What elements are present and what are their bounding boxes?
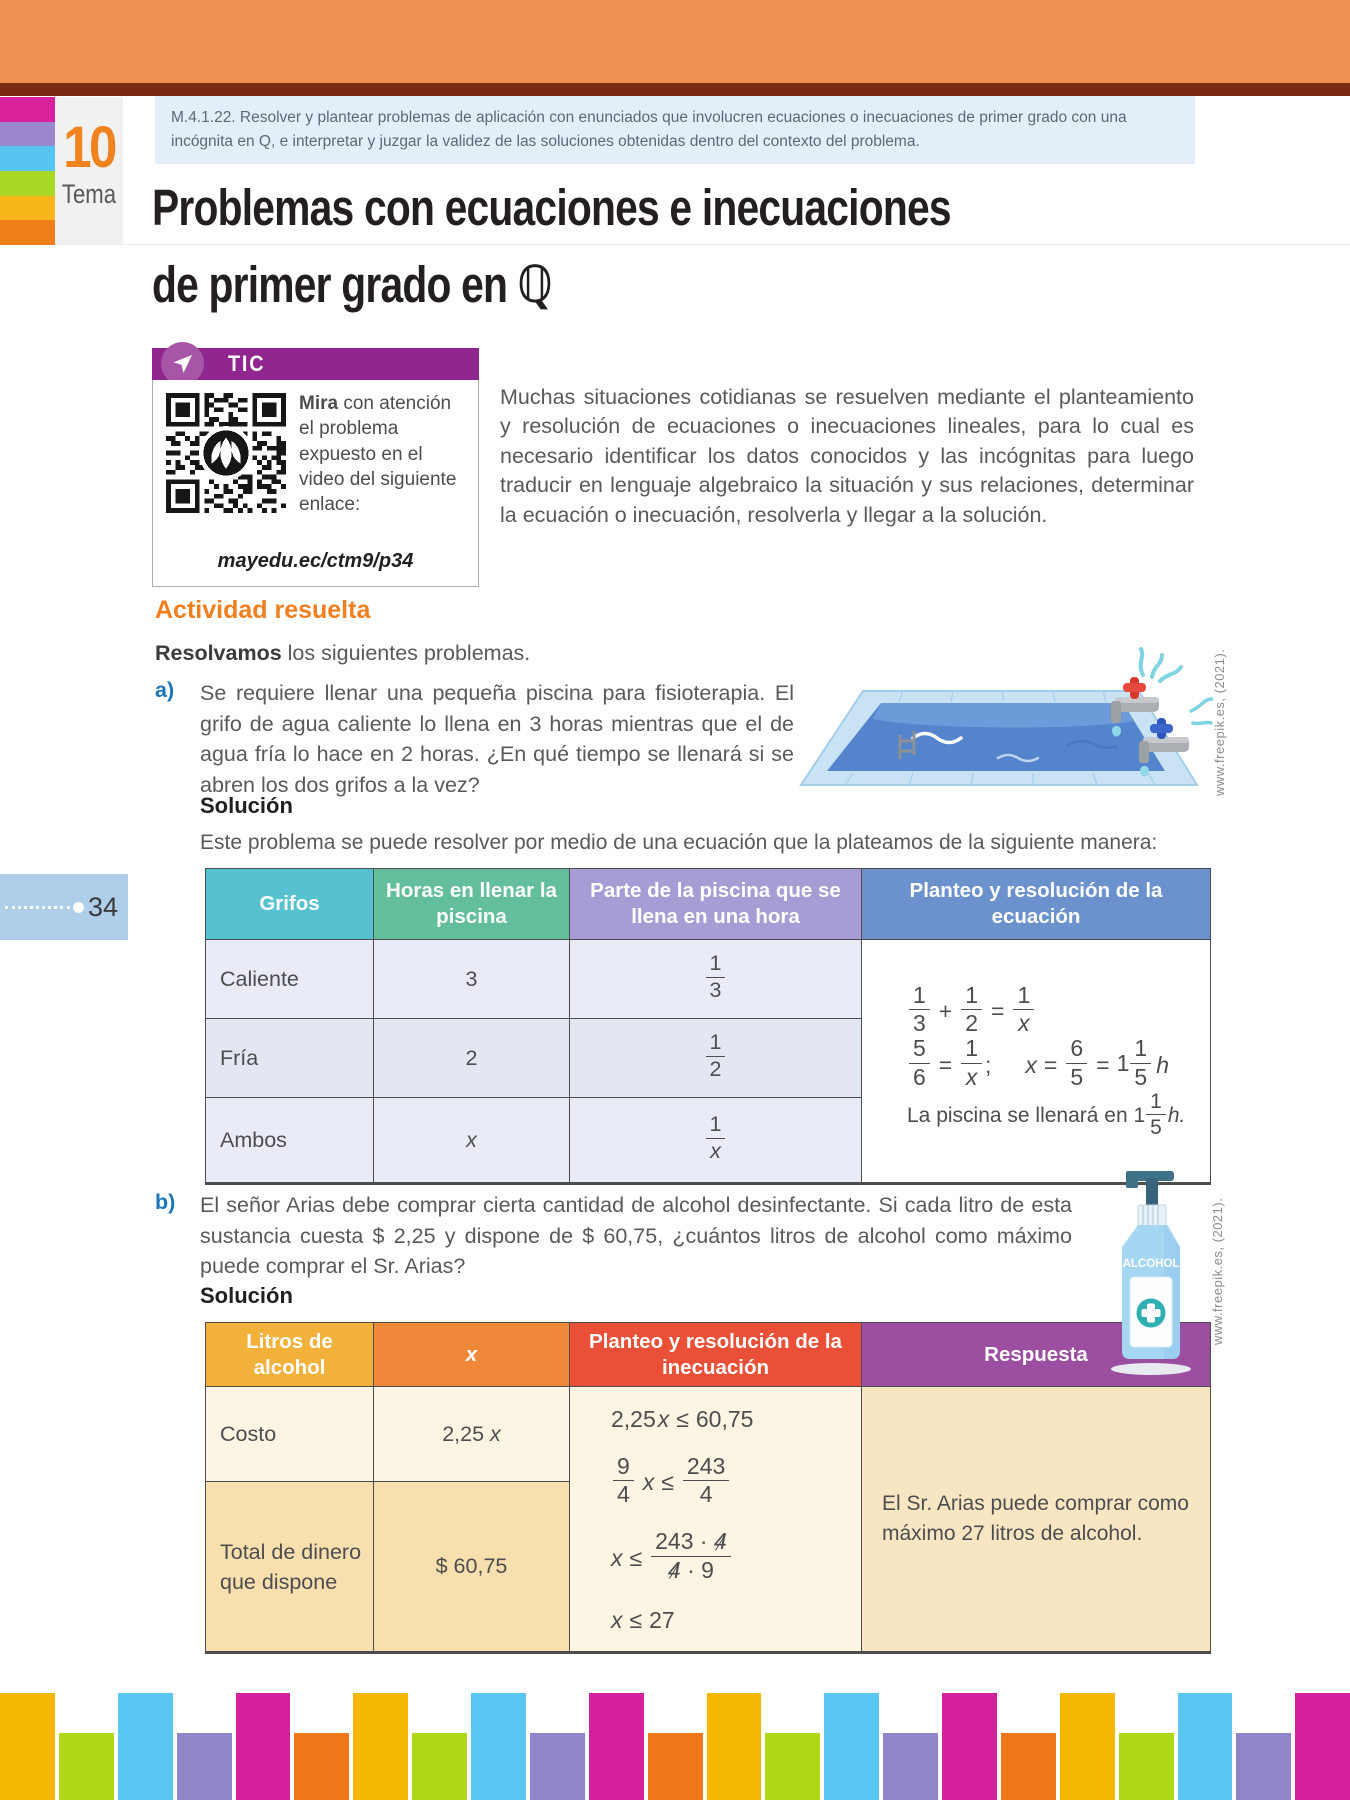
footer-stripe [294, 1733, 349, 1800]
footer-stripe [883, 1733, 938, 1800]
page-title [152, 170, 1152, 323]
footer-stripe [1295, 1693, 1350, 1800]
footer-stripe [942, 1693, 997, 1800]
activity-heading: Actividad resuelta [155, 596, 371, 624]
tic-body [152, 380, 479, 587]
cell-concepto: Total de dinero que dispone [206, 1482, 374, 1653]
unit-color-square [0, 220, 55, 245]
inequality-workspace [570, 1387, 862, 1653]
cell-grifo: Ambos [206, 1098, 374, 1184]
alcohol-bottle-illustration [1096, 1163, 1206, 1378]
col-header-horas: Horas en llenar la piscina [374, 869, 570, 940]
col-header-x: x [374, 1323, 570, 1387]
cell-concepto: Costo [206, 1387, 374, 1482]
answer-cell: El Sr. Arias puede comprar como máximo 27 litros de alcohol. [862, 1387, 1211, 1653]
qr-code [166, 393, 286, 513]
col-header-litros: Litros de alcohol [206, 1323, 374, 1387]
top-orange-band [0, 0, 1350, 83]
cell-parte: $\frac{1}{3}$ [570, 940, 862, 1019]
problem-a-marker: a) [155, 678, 175, 702]
unit-tab [55, 97, 123, 245]
footer-stripe [236, 1693, 291, 1800]
footer-stripe [118, 1693, 173, 1800]
equation-table [205, 868, 1211, 1185]
cell-valor: 2,25 x [374, 1387, 570, 1482]
page-number-tab [0, 874, 128, 940]
page-title-line1: Problemas con ecuaciones e inecuaciones [152, 179, 951, 236]
unit-number: 10 [63, 115, 115, 180]
unit-color-square [0, 122, 55, 147]
step-2: $\frac{9}{4}$ x ≤ $\frac{243}{4}$ [611, 1456, 852, 1510]
table-row [206, 1387, 1211, 1482]
col-header-planteo: Planteo y resolución de la ecuación [862, 869, 1211, 940]
footer-stripe [1236, 1733, 1291, 1800]
footer-stripe [353, 1693, 408, 1800]
footer-stripe [648, 1733, 703, 1800]
solution-b-label: Solución [200, 1283, 293, 1308]
equation-1: $\frac{1}{3}$ + $\frac{1}{2}$ = $\frac{1}{x}$ [907, 985, 1201, 1039]
footer-stripes [0, 1693, 1350, 1800]
page-number: 34 [87, 891, 118, 922]
footer-stripe [1001, 1733, 1056, 1800]
unit-color-square [0, 146, 55, 171]
unit-color-squares [0, 97, 55, 245]
table-header-row [206, 1323, 1211, 1387]
unit-color-square [0, 97, 55, 122]
pool-image-credit: www.freepik.es, (2021). [1212, 648, 1227, 796]
equation-answer: La piscina se llenará en 1 $\frac{1}{5}$ h. [907, 1090, 1186, 1140]
footer-stripe [707, 1693, 762, 1800]
footer-stripe [471, 1693, 526, 1800]
cell-horas: 2 [374, 1019, 570, 1098]
col-header-respuesta: Respuesta [862, 1323, 1211, 1387]
cell-horas: x [374, 1098, 570, 1184]
tic-header [152, 348, 479, 380]
footer-stripe [59, 1733, 114, 1800]
inequality-table [205, 1322, 1211, 1654]
problem-b-text: El señor Arias debe comprar cierta cantidad de alcohol desinfectante. Si cada litro de esta sustancia cuesta $ 2,25 y dispone de $ 60,75, ¿cuántos litros de alcohol como máximo puede comprar el Sr. Arias? [200, 1193, 1072, 1279]
mixed-number: 1 $\frac{1}{5}$ [1117, 1038, 1154, 1092]
table-header-row [206, 869, 1211, 940]
pool-illustration [793, 645, 1213, 795]
step-1: 2,25 x ≤ 60,75 [611, 1406, 754, 1433]
solution-a-label: Solución [200, 793, 293, 818]
col-header-parte: Parte de la piscina que se llena en una hora [570, 869, 862, 940]
cell-valor: $ 60,75 [374, 1482, 570, 1653]
unit-color-square [0, 171, 55, 196]
equation-workspace [862, 940, 1211, 1184]
unit-label: Tema [61, 179, 117, 209]
footer-stripe [412, 1733, 467, 1800]
table1-intro: Este problema se puede resolver por medio de una ecuación que la plateamos de la siguiente manera: [200, 831, 1158, 854]
tic-text: Mira con atención el problema expuesto en el video del siguiente enlace: [299, 393, 457, 516]
cell-grifo: Caliente [206, 940, 374, 1019]
tic-video-link[interactable]: mayedu.ec/ctm9/p34 [217, 550, 414, 572]
tic-label: TIC [228, 351, 266, 376]
problem-a-text: Se requiere llenar una pequeña piscina para fisioterapia. El grifo de agua caliente lo llena en 3 horas mientras que el de agua fría lo hace en 2 horas. ¿En qué tiempo se llenará si se abren los dos grifos a la vez? [200, 681, 794, 797]
cell-parte: $\frac{1}{x}$ [570, 1098, 862, 1184]
problem-b-marker: b) [155, 1190, 176, 1214]
unit-color-square [0, 196, 55, 221]
bottle-label: ALCOHOL [1122, 1258, 1180, 1270]
cell-grifo: Fría [206, 1019, 374, 1098]
step-3: x ≤ $\frac{243 \cdot 4}{4 \cdot 9}$ [611, 1531, 852, 1585]
dot-bullet [73, 902, 84, 913]
footer-stripe [1178, 1693, 1233, 1800]
activity-lead: Resolvamos los siguientes problemas. [155, 641, 531, 665]
cell-horas: 3 [374, 940, 570, 1019]
cell-parte: $\frac{1}{2}$ [570, 1019, 862, 1098]
bottle-image-credit: www.freepik.es, (2021). [1210, 1197, 1225, 1345]
footer-stripe [589, 1693, 644, 1800]
footer-stripe [824, 1693, 879, 1800]
page-title-line2: de primer grado en ℚ [152, 255, 552, 313]
cursor-arrow-icon [161, 342, 204, 385]
footer-stripe [177, 1733, 232, 1800]
footer-stripe [765, 1733, 820, 1800]
col-header-planteo: Planteo y resolución de la inecuación [570, 1323, 862, 1387]
dotted-line [5, 906, 70, 909]
intro-paragraph: Muchas situaciones cotidianas se resuelven mediante el planteamiento y resolución de ecuaciones o inecuaciones lineales, para lo cual es necesario identificar los datos conocidos y las incógnitas para luego traducir en lenguaje algebraico la situación y sus relaciones, determinar la ecuación o inecuación, resolverla y llegar a la solución. [500, 385, 1194, 527]
tic-module [152, 348, 479, 587]
step-4: x ≤ 27 [611, 1607, 675, 1634]
top-maroon-band [0, 83, 1350, 96]
footer-stripe [530, 1733, 585, 1800]
curriculum-standard: M.4.1.22. Resolver y plantear problemas de aplicación con enunciados que involucren ecuaciones o inecuaciones de primer grado con una incógnita en Q, e interpretar y juzgar la validez de las soluciones obtenidas dentro del contexto del problema. [155, 96, 1195, 164]
table-row [206, 940, 1211, 1019]
col-header-grifos: Grifos [206, 869, 374, 940]
footer-stripe [0, 1693, 55, 1800]
equation-2: $\frac{5}{6}$ = $\frac{1}{x}$ ; x = $\frac{6}{5}$ = 1 $\frac{1}{5}$ h [907, 1038, 1201, 1092]
footer-stripe [1060, 1693, 1115, 1800]
footer-stripe [1119, 1733, 1174, 1800]
